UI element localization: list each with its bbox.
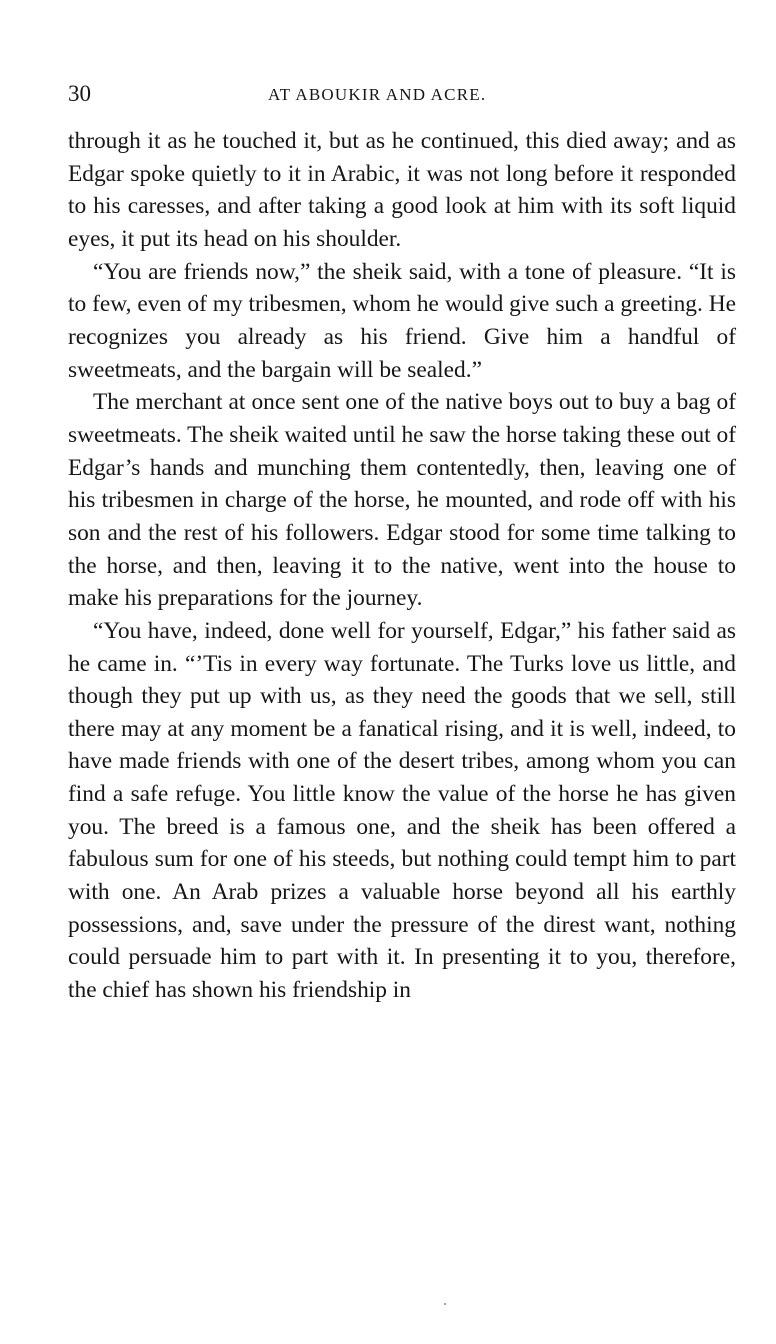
body-text	[68, 125, 736, 1007]
print-speck	[444, 1303, 446, 1305]
paragraph-continuation: through it as he touched it, but as he continued, this died away; and as Edgar spoke quietly to it in Arabic, it was not long before it responded to his caresses, and after taking a good look at him with its soft liquid eyes, it put its head on his shoulder.	[68, 128, 736, 252]
paragraph-merchant: The merchant at once sent one of the native boys out to buy a bag of sweetmeats. The sheik waited until he saw the horse taking these out of Edgar’s hands and munching them contentedly, then, leaving one of his tribesmen in charge of the horse, he mounted, and rode off with his son and the rest of his followers. Edgar stood for some time talking to the horse, and then, leaving it to the native, went into the house to make his preparations for the journey.	[68, 389, 736, 612]
paragraph-sheik-speech: “You are friends now,” the sheik said, with a tone of pleasure. “It is to few, even of my tribesmen, whom he would give such a greeting. He recognizes you already as his friend. Give him a handful of sweetmeats, and the bargain will be sealed.”	[68, 258, 736, 383]
paragraph-father-speech: “You have, indeed, done well for yourself, Edgar,” his father said as he came in. “’Tis in every way fortunate. The Turks love us little, and though they put up with us, as they need the goods that we sell, still there may at any moment be a fanatical rising, and it is well, indeed, to have made friends with one of the desert tribes, among whom you can find a safe refuge. You little know the value of the horse he has given you. The breed is a famous one, and the sheik has been offered a fabulous sum for one of his steeds, but nothing could tempt him to part with one. An Arab prizes a valuable horse beyond all his earthly possessions, and, save under the pressure of the direst want, nothing could persuade him to part with it. In presenting it to you, therefore, the chief has shown his friendship in	[68, 617, 736, 1004]
page-header	[68, 80, 736, 108]
running-head: AT ABOUKIR AND ACRE.	[268, 85, 487, 104]
page-number: 30	[68, 81, 91, 106]
